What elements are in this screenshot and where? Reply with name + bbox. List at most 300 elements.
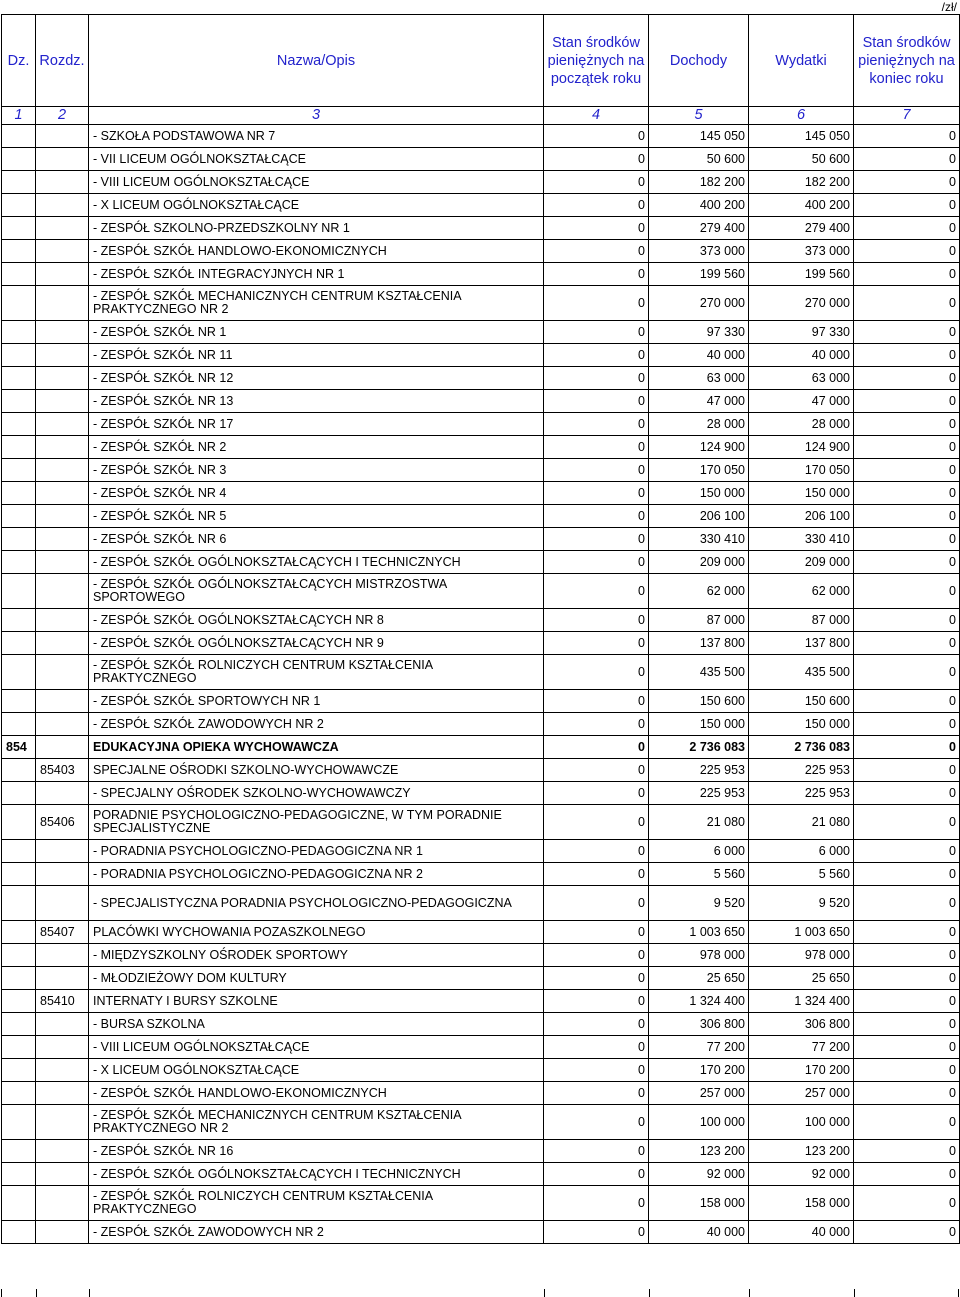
cell-rozdz xyxy=(36,217,89,240)
cell-dz xyxy=(2,263,36,286)
cell-end-balance: 0 xyxy=(854,436,960,459)
cell-expense: 77 200 xyxy=(749,1036,854,1059)
cell-rozdz xyxy=(36,1105,89,1140)
column-number: 2 xyxy=(36,107,89,125)
cell-name: - ZESPÓŁ SZKÓŁ NR 3 xyxy=(89,459,544,482)
cell-name: - ZESPÓŁ SZKÓŁ NR 16 xyxy=(89,1140,544,1163)
cell-start-balance: 0 xyxy=(544,1105,649,1140)
cell-start-balance: 0 xyxy=(544,528,649,551)
cell-name: - X LICEUM OGÓLNOKSZTAŁCĄCE xyxy=(89,194,544,217)
header-stan-koniec: Stan środków pieniężnych na koniec roku xyxy=(854,15,960,107)
cell-end-balance: 0 xyxy=(854,1186,960,1221)
cell-rozdz xyxy=(36,1013,89,1036)
cell-end-balance: 0 xyxy=(854,459,960,482)
cell-name: INTERNATY I BURSY SZKOLNE xyxy=(89,990,544,1013)
cell-rozdz xyxy=(36,840,89,863)
header-dz: Dz. xyxy=(2,15,36,107)
cell-rozdz xyxy=(36,690,89,713)
cell-rozdz xyxy=(36,413,89,436)
table-row xyxy=(2,921,960,944)
cell-income: 209 000 xyxy=(649,551,749,574)
table-row xyxy=(2,436,960,459)
cell-end-balance: 0 xyxy=(854,286,960,321)
cell-rozdz xyxy=(36,286,89,321)
cell-income: 100 000 xyxy=(649,1105,749,1140)
cell-rozdz xyxy=(36,609,89,632)
cell-dz xyxy=(2,482,36,505)
table-row xyxy=(2,1082,960,1105)
cell-end-balance: 0 xyxy=(854,217,960,240)
cell-dz xyxy=(2,528,36,551)
cell-start-balance: 0 xyxy=(544,1013,649,1036)
cell-dz xyxy=(2,240,36,263)
cell-expense: 1 003 650 xyxy=(749,921,854,944)
cell-name: - BURSA SZKOLNA xyxy=(89,1013,544,1036)
cell-end-balance: 0 xyxy=(854,551,960,574)
cell-start-balance: 0 xyxy=(544,1059,649,1082)
cell-end-balance: 0 xyxy=(854,736,960,759)
cell-expense: 2 736 083 xyxy=(749,736,854,759)
cell-expense: 62 000 xyxy=(749,574,854,609)
cell-expense: 270 000 xyxy=(749,286,854,321)
cell-name: - ZESPÓŁ SZKÓŁ NR 17 xyxy=(89,413,544,436)
column-number-row xyxy=(2,107,960,125)
cell-dz xyxy=(2,1036,36,1059)
cell-name: - ZESPÓŁ SZKOLNO-PRZEDSZKOLNY NR 1 xyxy=(89,217,544,240)
cell-dz xyxy=(2,690,36,713)
cell-income: 5 560 xyxy=(649,863,749,886)
cell-rozdz xyxy=(36,782,89,805)
cell-expense: 21 080 xyxy=(749,805,854,840)
cell-dz xyxy=(2,436,36,459)
cell-dz xyxy=(2,840,36,863)
cell-expense: 150 000 xyxy=(749,482,854,505)
table-row xyxy=(2,713,960,736)
cell-expense: 170 050 xyxy=(749,459,854,482)
cell-rozdz xyxy=(36,194,89,217)
cell-name: - ZESPÓŁ SZKÓŁ ZAWODOWYCH NR 2 xyxy=(89,1221,544,1244)
cell-end-balance: 0 xyxy=(854,1082,960,1105)
table-row xyxy=(2,863,960,886)
cell-expense: 50 600 xyxy=(749,148,854,171)
cell-income: 6 000 xyxy=(649,840,749,863)
cell-income: 435 500 xyxy=(649,655,749,690)
cell-rozdz xyxy=(36,1082,89,1105)
cell-name: - SPECJALNY OŚRODEK SZKOLNO-WYCHOWAWCZY xyxy=(89,782,544,805)
cell-expense: 158 000 xyxy=(749,1186,854,1221)
cell-start-balance: 0 xyxy=(544,436,649,459)
cell-name: - ZESPÓŁ SZKÓŁ INTEGRACYJNYCH NR 1 xyxy=(89,263,544,286)
cell-name: - ZESPÓŁ SZKÓŁ MECHANICZNYCH CENTRUM KSZTAŁCENIA PRAKTYCZNEGO NR 2 xyxy=(89,286,544,321)
cell-name: - ZESPÓŁ SZKÓŁ ROLNICZYCH CENTRUM KSZTAŁCENIA PRAKTYCZNEGO xyxy=(89,1186,544,1221)
cell-rozdz xyxy=(36,967,89,990)
table-row xyxy=(2,505,960,528)
cell-start-balance: 0 xyxy=(544,1036,649,1059)
cell-end-balance: 0 xyxy=(854,1163,960,1186)
cell-dz xyxy=(2,551,36,574)
table-row xyxy=(2,944,960,967)
cell-expense: 124 900 xyxy=(749,436,854,459)
cell-start-balance: 0 xyxy=(544,574,649,609)
header-dochody: Dochody xyxy=(649,15,749,107)
budget-table xyxy=(1,14,960,1244)
cell-rozdz xyxy=(36,482,89,505)
cell-end-balance: 0 xyxy=(854,655,960,690)
cell-end-balance: 0 xyxy=(854,148,960,171)
cell-dz xyxy=(2,1163,36,1186)
cell-rozdz xyxy=(36,1140,89,1163)
cell-start-balance: 0 xyxy=(544,125,649,148)
cell-income: 170 200 xyxy=(649,1059,749,1082)
cell-dz xyxy=(2,367,36,390)
cell-end-balance: 0 xyxy=(854,1036,960,1059)
cell-dz xyxy=(2,782,36,805)
cell-end-balance: 0 xyxy=(854,990,960,1013)
column-number: 6 xyxy=(749,107,854,125)
cell-name: - ZESPÓŁ SZKÓŁ ROLNICZYCH CENTRUM KSZTAŁCENIA PRAKTYCZNEGO xyxy=(89,655,544,690)
cell-expense: 206 100 xyxy=(749,505,854,528)
cell-end-balance: 0 xyxy=(854,805,960,840)
cell-income: 150 000 xyxy=(649,713,749,736)
cell-end-balance: 0 xyxy=(854,574,960,609)
cell-dz xyxy=(2,863,36,886)
table-row xyxy=(2,1059,960,1082)
cell-rozdz xyxy=(36,1059,89,1082)
cell-rozdz xyxy=(36,436,89,459)
cell-expense: 225 953 xyxy=(749,759,854,782)
cell-expense: 5 560 xyxy=(749,863,854,886)
table-row xyxy=(2,805,960,840)
cell-rozdz xyxy=(36,736,89,759)
cell-start-balance: 0 xyxy=(544,713,649,736)
cell-income: 170 050 xyxy=(649,459,749,482)
cell-dz xyxy=(2,194,36,217)
cell-expense: 63 000 xyxy=(749,367,854,390)
cell-start-balance: 0 xyxy=(544,782,649,805)
cell-income: 40 000 xyxy=(649,1221,749,1244)
cell-start-balance: 0 xyxy=(544,1140,649,1163)
cell-expense: 306 800 xyxy=(749,1013,854,1036)
cell-name: - ZESPÓŁ SZKÓŁ HANDLOWO-EKONOMICZNYCH xyxy=(89,240,544,263)
header-rozdz: Rozdz. xyxy=(36,15,89,107)
cell-rozdz xyxy=(36,321,89,344)
cell-rozdz xyxy=(36,551,89,574)
table-row xyxy=(2,321,960,344)
cell-start-balance: 0 xyxy=(544,967,649,990)
cell-start-balance: 0 xyxy=(544,321,649,344)
column-number: 3 xyxy=(89,107,544,125)
cell-dz xyxy=(2,321,36,344)
table-row xyxy=(2,390,960,413)
cell-end-balance: 0 xyxy=(854,1221,960,1244)
cell-dz xyxy=(2,713,36,736)
cell-end-balance: 0 xyxy=(854,759,960,782)
cell-start-balance: 0 xyxy=(544,886,649,921)
header-nazwa: Nazwa/Opis xyxy=(89,15,544,107)
cell-dz xyxy=(2,944,36,967)
cell-end-balance: 0 xyxy=(854,1105,960,1140)
table-row xyxy=(2,840,960,863)
table-row xyxy=(2,1140,960,1163)
cell-dz xyxy=(2,1082,36,1105)
cell-end-balance: 0 xyxy=(854,240,960,263)
cell-income: 1 324 400 xyxy=(649,990,749,1013)
table-row xyxy=(2,263,960,286)
cell-expense: 40 000 xyxy=(749,344,854,367)
table-row xyxy=(2,886,960,921)
cell-expense: 92 000 xyxy=(749,1163,854,1186)
cell-rozdz xyxy=(36,240,89,263)
cell-end-balance: 0 xyxy=(854,886,960,921)
cell-start-balance: 0 xyxy=(544,1186,649,1221)
cell-rozdz: 85410 xyxy=(36,990,89,1013)
cell-rozdz xyxy=(36,886,89,921)
cell-expense: 9 520 xyxy=(749,886,854,921)
cell-income: 150 600 xyxy=(649,690,749,713)
cell-income: 2 736 083 xyxy=(649,736,749,759)
cell-expense: 400 200 xyxy=(749,194,854,217)
cell-name: - ZESPÓŁ SZKÓŁ OGÓLNOKSZTAŁCĄCYCH I TECHNICZNYCH xyxy=(89,551,544,574)
cell-name: - ZESPÓŁ SZKÓŁ OGÓLNOKSZTAŁCĄCYCH MISTRZOSTWA SPORTOWEGO xyxy=(89,574,544,609)
cell-name: - ZESPÓŁ SZKÓŁ NR 6 xyxy=(89,528,544,551)
cell-start-balance: 0 xyxy=(544,805,649,840)
cell-start-balance: 0 xyxy=(544,990,649,1013)
cell-rozdz xyxy=(36,944,89,967)
cell-income: 257 000 xyxy=(649,1082,749,1105)
cell-dz xyxy=(2,1186,36,1221)
cell-dz: 854 xyxy=(2,736,36,759)
cell-expense: 145 050 xyxy=(749,125,854,148)
cell-name: - ZESPÓŁ SZKÓŁ SPORTOWYCH NR 1 xyxy=(89,690,544,713)
currency-unit-label: /zł/ xyxy=(941,0,957,14)
cell-name: - ZESPÓŁ SZKÓŁ OGÓLNOKSZTAŁCĄCYCH NR 8 xyxy=(89,609,544,632)
cell-income: 206 100 xyxy=(649,505,749,528)
cell-rozdz xyxy=(36,367,89,390)
cell-expense: 28 000 xyxy=(749,413,854,436)
cell-end-balance: 0 xyxy=(854,390,960,413)
cell-rozdz xyxy=(36,148,89,171)
cell-name: EDUKACYJNA OPIEKA WYCHOWAWCZA xyxy=(89,736,544,759)
cell-income: 182 200 xyxy=(649,171,749,194)
cell-income: 97 330 xyxy=(649,321,749,344)
cell-dz xyxy=(2,1105,36,1140)
table-row xyxy=(2,632,960,655)
cell-rozdz xyxy=(36,528,89,551)
cell-expense: 373 000 xyxy=(749,240,854,263)
cell-expense: 25 650 xyxy=(749,967,854,990)
cell-rozdz xyxy=(36,632,89,655)
cell-start-balance: 0 xyxy=(544,171,649,194)
cell-income: 279 400 xyxy=(649,217,749,240)
cell-rozdz xyxy=(36,574,89,609)
cell-dz xyxy=(2,171,36,194)
cell-expense: 150 000 xyxy=(749,713,854,736)
table-row xyxy=(2,990,960,1013)
cell-income: 225 953 xyxy=(649,782,749,805)
cell-dz xyxy=(2,1140,36,1163)
cell-end-balance: 0 xyxy=(854,263,960,286)
cell-start-balance: 0 xyxy=(544,921,649,944)
cell-expense: 47 000 xyxy=(749,390,854,413)
cell-expense: 1 324 400 xyxy=(749,990,854,1013)
table-row xyxy=(2,1105,960,1140)
cell-rozdz xyxy=(36,1186,89,1221)
cell-expense: 123 200 xyxy=(749,1140,854,1163)
cell-rozdz xyxy=(36,1036,89,1059)
cell-end-balance: 0 xyxy=(854,1059,960,1082)
column-number: 1 xyxy=(2,107,36,125)
cell-dz xyxy=(2,148,36,171)
cell-name: - ZESPÓŁ SZKÓŁ NR 1 xyxy=(89,321,544,344)
table-continuation xyxy=(1,1289,959,1297)
cell-start-balance: 0 xyxy=(544,690,649,713)
cell-dz xyxy=(2,217,36,240)
cell-income: 199 560 xyxy=(649,263,749,286)
cell-expense: 225 953 xyxy=(749,782,854,805)
table-row xyxy=(2,690,960,713)
cell-dz xyxy=(2,609,36,632)
cell-name: - ZESPÓŁ SZKÓŁ NR 4 xyxy=(89,482,544,505)
cell-expense: 978 000 xyxy=(749,944,854,967)
cell-dz xyxy=(2,655,36,690)
cell-income: 63 000 xyxy=(649,367,749,390)
column-number: 7 xyxy=(854,107,960,125)
cell-start-balance: 0 xyxy=(544,413,649,436)
column-number: 5 xyxy=(649,107,749,125)
table-row xyxy=(2,459,960,482)
cell-expense: 150 600 xyxy=(749,690,854,713)
cell-name: - ZESPÓŁ SZKÓŁ OGÓLNOKSZTAŁCĄCYCH I TECHNICZNYCH xyxy=(89,1163,544,1186)
cell-start-balance: 0 xyxy=(544,482,649,505)
cell-dz xyxy=(2,344,36,367)
cell-income: 47 000 xyxy=(649,390,749,413)
cell-income: 21 080 xyxy=(649,805,749,840)
cell-name: - SZKOŁA PODSTAWOWA NR 7 xyxy=(89,125,544,148)
cell-start-balance: 0 xyxy=(544,1082,649,1105)
cell-name: - MIĘDZYSZKOLNY OŚRODEK SPORTOWY xyxy=(89,944,544,967)
cell-end-balance: 0 xyxy=(854,194,960,217)
table-row xyxy=(2,1013,960,1036)
cell-name: - PORADNIA PSYCHOLOGICZNO-PEDAGOGICZNA NR 2 xyxy=(89,863,544,886)
cell-end-balance: 0 xyxy=(854,967,960,990)
cell-income: 28 000 xyxy=(649,413,749,436)
cell-end-balance: 0 xyxy=(854,413,960,436)
cell-name: - VIII LICEUM OGÓLNOKSZTAŁCĄCE xyxy=(89,1036,544,1059)
table-row xyxy=(2,367,960,390)
cell-start-balance: 0 xyxy=(544,217,649,240)
cell-name: - ZESPÓŁ SZKÓŁ NR 5 xyxy=(89,505,544,528)
cell-end-balance: 0 xyxy=(854,321,960,344)
cell-end-balance: 0 xyxy=(854,482,960,505)
cell-name: SPECJALNE OŚRODKI SZKOLNO-WYCHOWAWCZE xyxy=(89,759,544,782)
cell-dz xyxy=(2,1013,36,1036)
table-row xyxy=(2,528,960,551)
table-row xyxy=(2,171,960,194)
cell-dz xyxy=(2,632,36,655)
cell-income: 400 200 xyxy=(649,194,749,217)
cell-name: - ZESPÓŁ SZKÓŁ MECHANICZNYCH CENTRUM KSZTAŁCENIA PRAKTYCZNEGO NR 2 xyxy=(89,1105,544,1140)
table-row xyxy=(2,551,960,574)
cell-name: - ZESPÓŁ SZKÓŁ NR 2 xyxy=(89,436,544,459)
cell-name: - SPECJALISTYCZNA PORADNIA PSYCHOLOGICZNO-PEDAGOGICZNA xyxy=(89,886,544,921)
table-row xyxy=(2,286,960,321)
cell-expense: 279 400 xyxy=(749,217,854,240)
cell-rozdz xyxy=(36,713,89,736)
cell-end-balance: 0 xyxy=(854,528,960,551)
cell-name: - ZESPÓŁ SZKÓŁ OGÓLNOKSZTAŁCĄCYCH NR 9 xyxy=(89,632,544,655)
cell-start-balance: 0 xyxy=(544,736,649,759)
cell-rozdz: 85407 xyxy=(36,921,89,944)
cell-end-balance: 0 xyxy=(854,125,960,148)
cell-dz xyxy=(2,886,36,921)
header-wydatki: Wydatki xyxy=(749,15,854,107)
cell-rozdz xyxy=(36,655,89,690)
cell-rozdz xyxy=(36,125,89,148)
cell-expense: 6 000 xyxy=(749,840,854,863)
cell-income: 50 600 xyxy=(649,148,749,171)
cell-end-balance: 0 xyxy=(854,690,960,713)
cell-expense: 257 000 xyxy=(749,1082,854,1105)
cell-expense: 209 000 xyxy=(749,551,854,574)
table-row xyxy=(2,574,960,609)
cell-end-balance: 0 xyxy=(854,840,960,863)
cell-name: - VII LICEUM OGÓLNOKSZTAŁCĄCE xyxy=(89,148,544,171)
table-row xyxy=(2,759,960,782)
cell-start-balance: 0 xyxy=(544,551,649,574)
cell-name: - ZESPÓŁ SZKÓŁ NR 12 xyxy=(89,367,544,390)
cell-end-balance: 0 xyxy=(854,921,960,944)
cell-rozdz xyxy=(36,1163,89,1186)
cell-start-balance: 0 xyxy=(544,840,649,863)
cell-expense: 100 000 xyxy=(749,1105,854,1140)
cell-dz xyxy=(2,805,36,840)
table-row xyxy=(2,125,960,148)
cell-expense: 137 800 xyxy=(749,632,854,655)
cell-start-balance: 0 xyxy=(544,863,649,886)
cell-income: 270 000 xyxy=(649,286,749,321)
cell-start-balance: 0 xyxy=(544,1221,649,1244)
cell-end-balance: 0 xyxy=(854,944,960,967)
table-row xyxy=(2,736,960,759)
cell-rozdz xyxy=(36,505,89,528)
cell-dz xyxy=(2,967,36,990)
cell-dz xyxy=(2,125,36,148)
cell-income: 124 900 xyxy=(649,436,749,459)
cell-expense: 87 000 xyxy=(749,609,854,632)
cell-end-balance: 0 xyxy=(854,344,960,367)
cell-income: 158 000 xyxy=(649,1186,749,1221)
cell-end-balance: 0 xyxy=(854,782,960,805)
cell-start-balance: 0 xyxy=(544,148,649,171)
cell-income: 92 000 xyxy=(649,1163,749,1186)
cell-income: 225 953 xyxy=(649,759,749,782)
cell-start-balance: 0 xyxy=(544,505,649,528)
cell-name: - ZESPÓŁ SZKÓŁ ZAWODOWYCH NR 2 xyxy=(89,713,544,736)
cell-end-balance: 0 xyxy=(854,1013,960,1036)
cell-rozdz xyxy=(36,344,89,367)
table-row xyxy=(2,148,960,171)
cell-dz xyxy=(2,1221,36,1244)
cell-end-balance: 0 xyxy=(854,713,960,736)
cell-name: - ZESPÓŁ SZKÓŁ NR 11 xyxy=(89,344,544,367)
cell-income: 373 000 xyxy=(649,240,749,263)
cell-rozdz xyxy=(36,459,89,482)
cell-dz xyxy=(2,390,36,413)
cell-income: 978 000 xyxy=(649,944,749,967)
cell-dz xyxy=(2,574,36,609)
cell-income: 123 200 xyxy=(649,1140,749,1163)
column-number: 4 xyxy=(544,107,649,125)
